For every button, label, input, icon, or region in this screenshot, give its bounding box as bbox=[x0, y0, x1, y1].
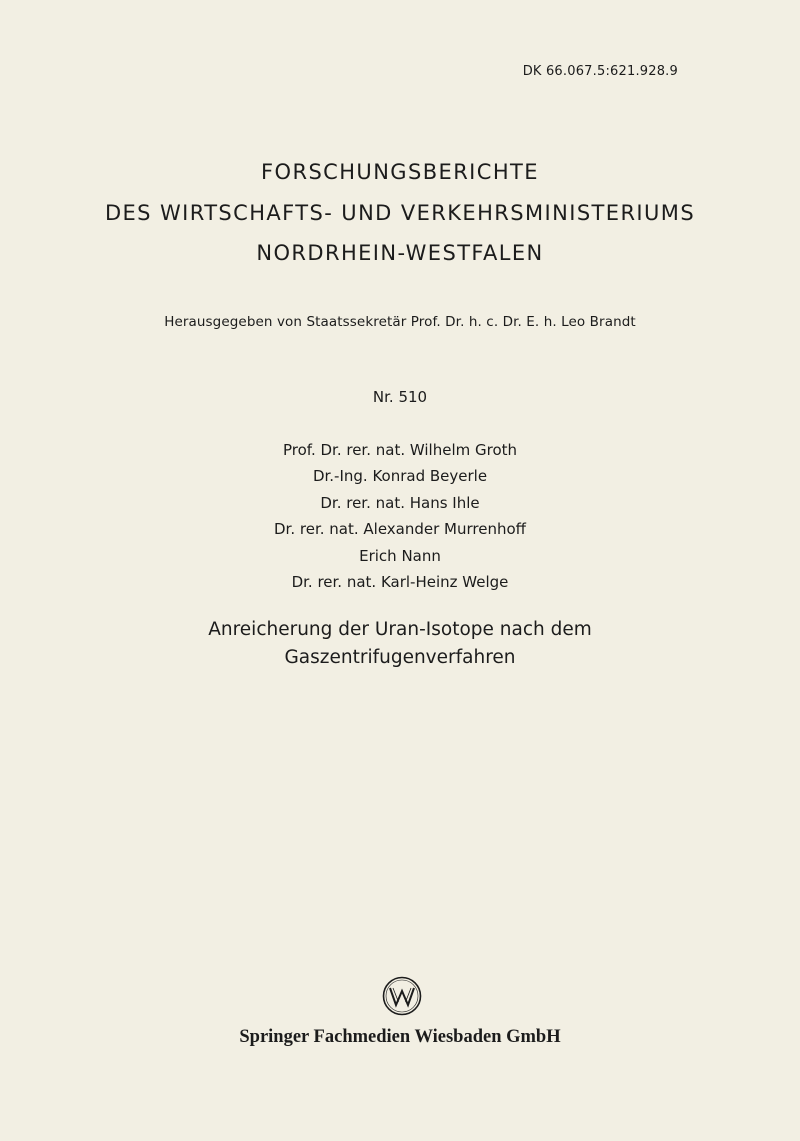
publisher-logo-icon bbox=[382, 976, 422, 1016]
work-title bbox=[0, 616, 800, 672]
series-title-line-3: NORDRHEIN-WESTFALEN bbox=[256, 241, 544, 265]
classification-code: DK 66.067.5:621.928.9 bbox=[522, 64, 678, 79]
series-title-line-2: DES WIRTSCHAFTS- UND VERKEHRSMINISTERIUMS bbox=[104, 201, 696, 225]
author-name: Erich Nann bbox=[359, 546, 441, 565]
editor-line: Herausgegeben von Staatssekretär Prof. Dr. h. c. Dr. E. h. Leo Brandt bbox=[164, 314, 636, 330]
report-number: Nr. 510 bbox=[372, 388, 428, 406]
author-name: Dr. rer. nat. Hans Ihle bbox=[320, 493, 480, 512]
author-name: Dr.-Ing. Konrad Beyerle bbox=[312, 467, 488, 486]
series-title-line-1: FORSCHUNGSBERICHTE bbox=[261, 160, 539, 184]
author-list bbox=[0, 440, 800, 598]
work-title-line-1: Anreicherung der Uran-Isotope nach dem bbox=[208, 619, 592, 640]
work-title-line-2: Gaszentrifugenverfahren bbox=[284, 647, 516, 668]
author-name: Dr. rer. nat. Karl-Heinz Welge bbox=[291, 572, 509, 591]
author-name: Prof. Dr. rer. nat. Wilhelm Groth bbox=[282, 441, 518, 459]
publisher-name: Springer Fachmedien Wiesbaden GmbH bbox=[239, 1027, 561, 1047]
author-name: Dr. rer. nat. Alexander Murrenhoff bbox=[274, 520, 526, 539]
